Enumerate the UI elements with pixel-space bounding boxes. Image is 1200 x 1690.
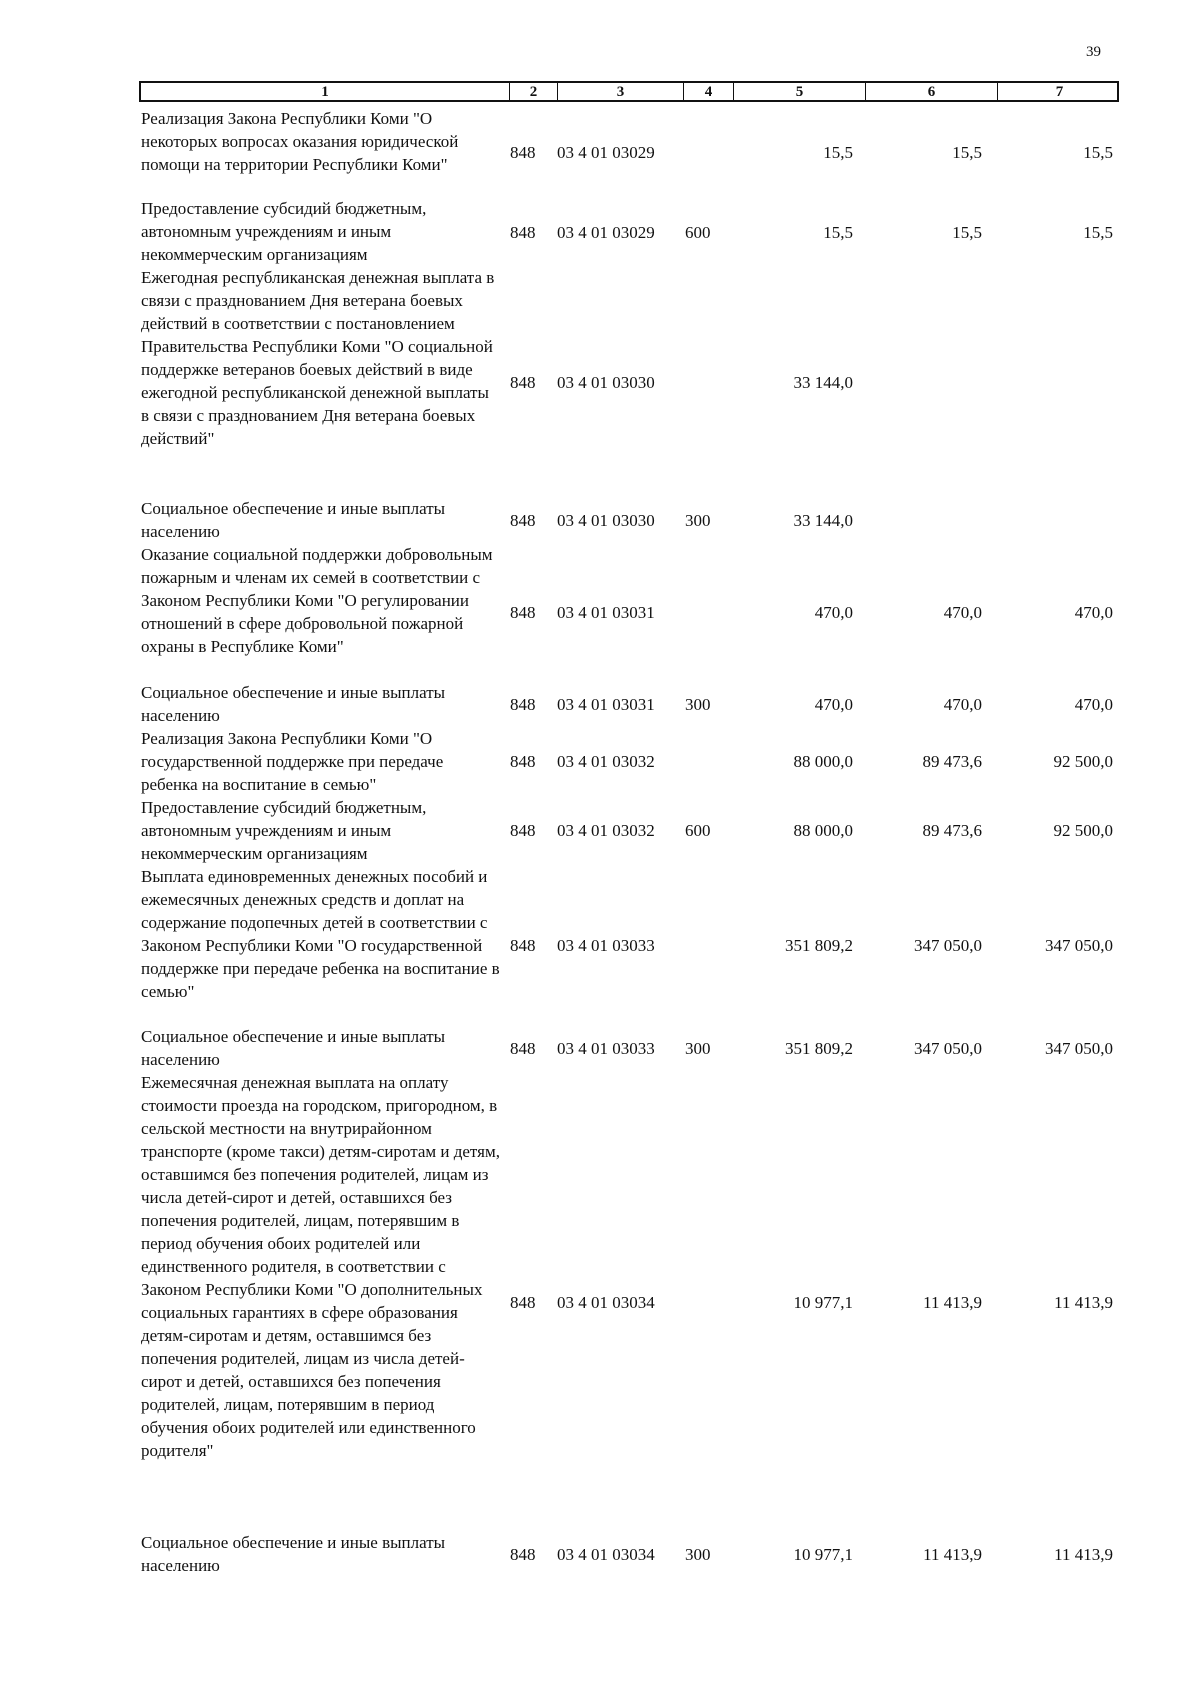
row-col-4: 300 xyxy=(685,1545,711,1564)
row-col-5: 10 977,1 xyxy=(793,1545,853,1564)
row-description: Социальное обеспечение и иные выплаты населению xyxy=(141,1027,446,1069)
header-col-4: 4 xyxy=(684,83,734,100)
row-col-4: 600 xyxy=(685,821,711,840)
row-col-7: 347 050,0 xyxy=(1045,1039,1113,1058)
row-col-3: 03 4 01 03034 xyxy=(557,1545,655,1564)
row-col-2: 848 xyxy=(510,1545,536,1564)
row-col-6: 15,5 xyxy=(952,223,982,242)
page-number: 39 xyxy=(1086,44,1101,60)
row-col-3: 03 4 01 03032 xyxy=(557,752,655,771)
row-col-2: 848 xyxy=(510,1293,536,1312)
row-col-5: 33 144,0 xyxy=(793,511,853,530)
row-col-7: 15,5 xyxy=(1083,223,1113,242)
row-col-6: 11 413,9 xyxy=(923,1293,982,1312)
row-col-2: 848 xyxy=(510,752,536,771)
row-col-4: 300 xyxy=(685,695,711,714)
row-description: Предоставление субсидий бюджетным, автономным учреждениям и иным некоммерческим организациям xyxy=(141,798,427,863)
row-description: Реализация Закона Республики Коми "О государственной поддержке при передаче ребенка на воспитание в семью" xyxy=(141,729,444,794)
header-col-6: 6 xyxy=(866,83,998,100)
row-col-6: 470,0 xyxy=(943,603,982,622)
row-col-3: 03 4 01 03033 xyxy=(557,1039,655,1058)
row-col-2: 848 xyxy=(510,603,536,622)
row-col-3: 03 4 01 03030 xyxy=(557,511,655,530)
header-col-5: 5 xyxy=(734,83,866,100)
row-col-4: 600 xyxy=(685,223,711,242)
row-col-2: 848 xyxy=(510,695,536,714)
row-col-7: 92 500,0 xyxy=(1053,821,1113,840)
row-col-6: 11 413,9 xyxy=(923,1545,982,1564)
table-header xyxy=(139,81,1119,102)
row-col-6: 89 473,6 xyxy=(922,821,982,840)
row-col-2: 848 xyxy=(510,821,536,840)
row-col-3: 03 4 01 03031 xyxy=(557,603,655,622)
header-col-3: 3 xyxy=(558,83,684,100)
row-col-5: 15,5 xyxy=(823,143,853,162)
row-description: Социальное обеспечение и иные выплаты населению xyxy=(141,499,446,541)
header-col-1: 1 xyxy=(141,83,510,100)
row-col-5: 88 000,0 xyxy=(793,821,853,840)
row-col-6: 89 473,6 xyxy=(922,752,982,771)
row-col-6: 347 050,0 xyxy=(914,1039,982,1058)
row-col-5: 470,0 xyxy=(814,695,853,714)
row-col-3: 03 4 01 03029 xyxy=(557,143,655,162)
row-col-5: 33 144,0 xyxy=(793,373,853,392)
row-col-7: 92 500,0 xyxy=(1053,752,1113,771)
row-col-3: 03 4 01 03030 xyxy=(557,373,655,392)
row-col-2: 848 xyxy=(510,223,536,242)
row-col-6: 347 050,0 xyxy=(914,936,982,955)
row-col-4: 300 xyxy=(685,511,711,530)
row-col-7: 470,0 xyxy=(1074,603,1113,622)
row-col-2: 848 xyxy=(510,1039,536,1058)
row-description: Оказание социальной поддержки добровольным пожарным и членам их семей в соответствии с Законом Республики Коми "О регулировании отношений в сфере добровольной пожарной охраны в Республике Коми" xyxy=(141,545,493,656)
row-col-5: 88 000,0 xyxy=(793,752,853,771)
row-col-4: 300 xyxy=(685,1039,711,1058)
row-col-7: 11 413,9 xyxy=(1054,1545,1113,1564)
row-col-2: 848 xyxy=(510,143,536,162)
header-col-7: 7 xyxy=(1055,84,1064,100)
row-col-7: 347 050,0 xyxy=(1045,936,1113,955)
row-col-5: 10 977,1 xyxy=(793,1293,853,1312)
row-col-5: 351 809,2 xyxy=(785,1039,853,1058)
row-col-7: 11 413,9 xyxy=(1054,1293,1113,1312)
row-col-2: 848 xyxy=(510,936,536,955)
row-col-2: 848 xyxy=(510,373,536,392)
row-col-6: 470,0 xyxy=(943,695,982,714)
row-description: Реализация Закона Республики Коми "О некоторых вопросах оказания юридической помощи на территории Республики Коми" xyxy=(141,109,459,174)
row-col-3: 03 4 01 03033 xyxy=(557,936,655,955)
header-col-2: 2 xyxy=(510,83,558,100)
row-description: Социальное обеспечение и иные выплаты населению xyxy=(141,1533,446,1575)
row-col-5: 470,0 xyxy=(814,603,853,622)
row-col-5: 15,5 xyxy=(823,223,853,242)
row-description: Социальное обеспечение и иные выплаты населению xyxy=(141,683,446,725)
row-col-3: 03 4 01 03029 xyxy=(557,223,655,242)
row-description: Ежемесячная денежная выплата на оплату стоимости проезда на городском, пригородном, в сельской местности на внутрирайонном транспорте (кроме такси) детям-сиротам и детям, оставшимся без попечения родителей, лицам из числа детей-сирот и детей, оставшихся без попечения родителей, лицам, потерявшим в период обучения обоих родителей или единственного родителя, в соответствии с Законом Республики Коми "О дополнительных социальных гарантиях в сфере образования детям-сиротам и детям, оставшимся без попечения родителей, лицам из числа детей-сирот и детей, оставшихся без попечения родителей, лицам, потерявшим в период обучения обоих родителей или единственного родителя" xyxy=(141,1073,500,1460)
row-col-3: 03 4 01 03031 xyxy=(557,695,655,714)
row-col-7: 470,0 xyxy=(1074,695,1113,714)
row-col-3: 03 4 01 03034 xyxy=(557,1293,655,1312)
row-col-6: 15,5 xyxy=(952,143,982,162)
row-description: Ежегодная республиканская денежная выплата в связи с празднованием Дня ветерана боевых действий в соответствии с постановлением Правительства Республики Коми "О социальной поддержке ветеранов боевых действий в виде ежегодной республиканской денежной выплаты в связи с празднованием Дня ветерана боевых действий" xyxy=(141,268,495,448)
row-col-2: 848 xyxy=(510,511,536,530)
row-description: Выплата единовременных денежных пособий и ежемесячных денежных средств и доплат на содержание подопечных детей в соответствии с Законом Республики Коми "О государственной поддержке при передаче ребенка на воспитание в семью" xyxy=(141,867,500,1001)
row-col-3: 03 4 01 03032 xyxy=(557,821,655,840)
row-col-5: 351 809,2 xyxy=(785,936,853,955)
row-col-7: 15,5 xyxy=(1083,143,1113,162)
row-description: Предоставление субсидий бюджетным, автономным учреждениям и иным некоммерческим организациям xyxy=(141,199,427,264)
